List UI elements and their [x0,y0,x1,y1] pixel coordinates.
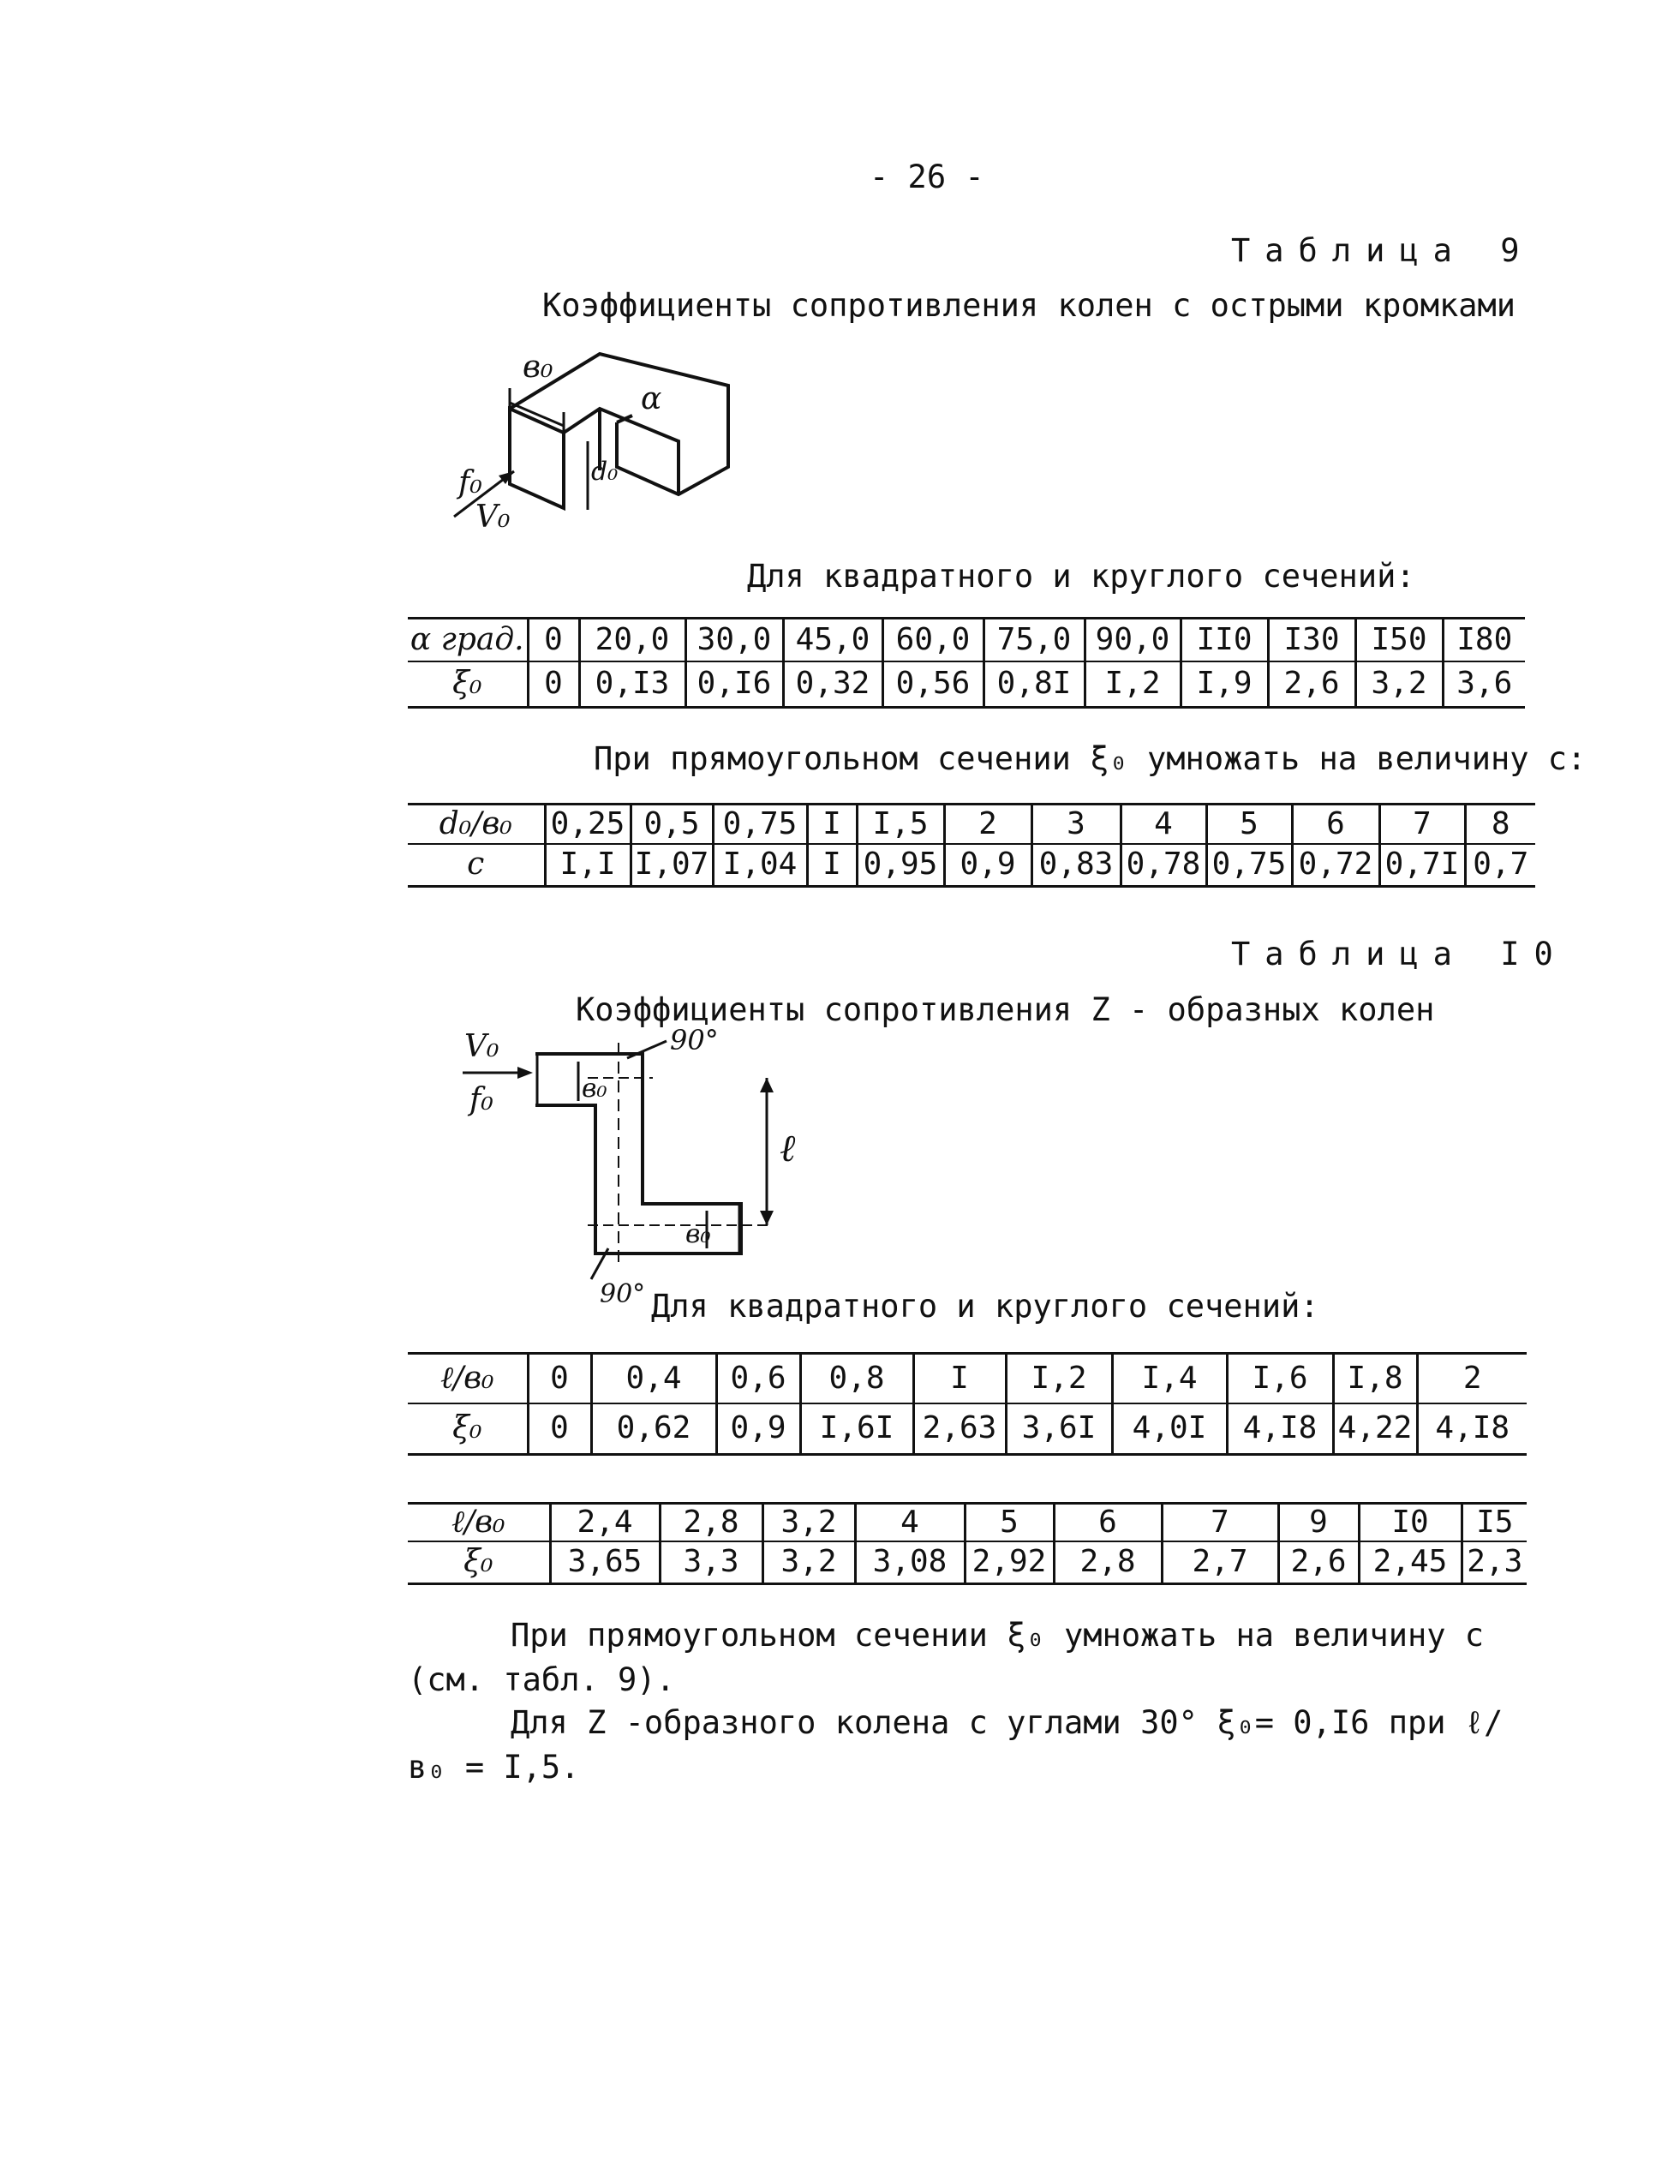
ratio-cell: 4 [1121,805,1206,844]
table-a-ratio-cell: 2 [1417,1354,1527,1403]
table-b-coefficient-cell: 2,45 [1359,1541,1462,1584]
table-10-section-note: Для квадратного и круглого сечений: [651,1288,1319,1325]
angle-cell: 30,0 [685,619,783,661]
ratio-cell: 0,75 [713,805,807,844]
figure2-label-angle-top: 90° [670,1024,719,1056]
angle-row [408,619,1525,661]
table-a-coefficient-row [408,1403,1527,1455]
table-a-ratio-cell: 0,6 [716,1354,800,1403]
table-b-ratio-cell: 2,4 [550,1504,660,1541]
dim-l-arrow-bottom [760,1211,774,1225]
factor-cell: 0,72 [1292,844,1379,887]
ratio-cell: 2 [944,805,1031,844]
table-b-ratio-cell: I0 [1359,1504,1462,1541]
sharp-elbow-figure [445,338,737,544]
table-a-coefficient-cell: 4,22 [1333,1403,1417,1455]
table-a-ratio-row [408,1354,1527,1403]
angle-cell: 90,0 [1085,619,1181,661]
factor-cell: 0,9 [944,844,1031,887]
table-a-coefficient-cell: 0 [528,1403,591,1455]
table-b-ratio-header: ℓ/в₀ [408,1504,550,1541]
page-number: - 26 - [870,159,984,195]
factor-row [408,844,1535,887]
table-b-coefficient-cell: 2,3 [1462,1541,1527,1584]
factor-cell: 0,7 [1465,844,1535,887]
ratio-cell: I [807,805,857,844]
ratio-cell: 5 [1206,805,1292,844]
table-9-title: Коэффициенты сопротивления колен с острыми кромками [542,287,1516,324]
ratio-cell: I,5 [857,805,944,844]
factor-row-header: c [408,844,545,887]
ratio-cell: 6 [1292,805,1379,844]
table-9-ratio-table [408,803,1535,888]
table-a-coefficient-header: ξ₀ [408,1403,528,1455]
figure2-label-b0-top: в₀ [582,1074,607,1104]
table-b-ratio-cell: 7 [1162,1504,1278,1541]
factor-cell: I,04 [713,844,807,887]
table-9-angle-table [408,617,1525,709]
coefficient-cell: 2,6 [1268,661,1355,708]
factor-cell: I,I [545,844,631,887]
table-10-rect-note: При прямоугольном сечении ξ₀ умножать на величину с (см. табл. 9). [408,1617,1485,1698]
angle-cell: 20,0 [579,619,685,661]
table-a-ratio-cell: I,4 [1112,1354,1227,1403]
table-b-coefficient-cell: 2,8 [1054,1541,1162,1584]
coefficient-row-header: ξ₀ [408,661,528,708]
table-10-caption: Таблица I0 [1231,936,1568,972]
dim-l-arrow-top [760,1078,774,1092]
coefficient-cell: 0,I6 [685,661,783,708]
factor-cell: 0,78 [1121,844,1206,887]
z-elbow-figure [428,1024,822,1307]
figure2-label-angle-bottom: 90° [600,1279,646,1307]
angle-cell: I50 [1355,619,1443,661]
table-b-coefficient-cell: 2,7 [1162,1541,1278,1584]
table-b-ratio-cell: 2,8 [660,1504,762,1541]
table-9-caption: Таблица 9 [1231,232,1534,269]
ratio-cell: 0,5 [631,805,713,844]
table-10-title: Коэффициенты сопротивления Z - образных колен [576,991,1435,1028]
flow-arrow-head [517,1067,533,1079]
figure2-label-v0: V₀ [464,1029,499,1064]
table-a-coefficient-cell: 4,0I [1112,1403,1227,1455]
angle-row-header: α град. [408,619,528,661]
angle-cell: II0 [1181,619,1268,661]
factor-cell: 0,7I [1379,844,1465,887]
table-9-section-note: Для квадратного и круглого сечений: [747,558,1415,595]
factor-cell: I,07 [631,844,713,887]
coefficient-cell: 0,8I [983,661,1085,708]
factor-cell: 0,95 [857,844,944,887]
coefficient-row [408,661,1525,708]
table-b-coefficient-cell: 3,2 [762,1541,855,1584]
table-b-ratio-cell: 5 [965,1504,1054,1541]
figure1-label-b0: в₀ [523,350,553,385]
table-a-coefficient-cell: 4,I8 [1227,1403,1333,1455]
ratio-cell: 7 [1379,805,1465,844]
angle-cell: I80 [1443,619,1525,661]
table-b-ratio-cell: 6 [1054,1504,1162,1541]
coefficient-cell: 0,56 [882,661,983,708]
angle-cell: 60,0 [882,619,983,661]
figure1-label-f0: f₀ [458,465,482,500]
table-a-coefficient-cell: 0,62 [591,1403,716,1455]
table-b-coefficient-cell: 2,92 [965,1541,1054,1584]
figure2-label-f0: f₀ [469,1082,493,1117]
table-b-ratio-cell: 3,2 [762,1504,855,1541]
coefficient-cell: 3,6 [1443,661,1525,708]
ratio-row [408,805,1535,844]
coefficient-cell: I,2 [1085,661,1181,708]
table-10-z30-note: Для Z -образного колена с углами 30° ξ₀= 0,I6 при ℓ/в₀ = I,5. [408,1704,1504,1786]
table-a-ratio-cell: I,2 [1006,1354,1112,1403]
angle-top-leader [627,1041,667,1058]
table-b-coefficient-cell: 2,6 [1278,1541,1359,1584]
table-a-ratio-cell: 0,8 [800,1354,913,1403]
factor-cell: I [807,844,857,887]
ratio-cell: 0,25 [545,805,631,844]
ratio-row-header: d₀/в₀ [408,805,545,844]
coefficient-cell: I,9 [1181,661,1268,708]
table-b-ratio-cell: 9 [1278,1504,1359,1541]
table-b-coefficient-header: ξ₀ [408,1541,550,1584]
angle-cell: I30 [1268,619,1355,661]
table-10-table-a [408,1352,1527,1456]
table-a-coefficient-cell: 3,6I [1006,1403,1112,1455]
table-b-ratio-cell: I5 [1462,1504,1527,1541]
table-a-ratio-cell: 0 [528,1354,591,1403]
factor-cell: 0,83 [1031,844,1121,887]
table-a-coefficient-cell: 2,63 [913,1403,1006,1455]
table-a-ratio-cell: I,6 [1227,1354,1333,1403]
table-b-ratio-cell: 4 [855,1504,965,1541]
table-10-table-b [408,1502,1527,1585]
angle-cell: 0 [528,619,579,661]
table-b-coefficient-cell: 3,65 [550,1541,660,1584]
table-a-ratio-cell: I,8 [1333,1354,1417,1403]
figure1-label-alpha: α [641,381,662,416]
ratio-cell: 3 [1031,805,1121,844]
factor-cell: 0,75 [1206,844,1292,887]
coefficient-cell: 3,2 [1355,661,1443,708]
coefficient-cell: 0,32 [783,661,882,708]
table-a-coefficient-cell: 4,I8 [1417,1403,1527,1455]
ratio-cell: 8 [1465,805,1535,844]
table-a-ratio-cell: I [913,1354,1006,1403]
table-b-coefficient-cell: 3,08 [855,1541,965,1584]
table-a-ratio-header: ℓ/в₀ [408,1354,528,1403]
angle-cell: 45,0 [783,619,882,661]
table-b-ratio-row [408,1504,1527,1541]
angle-cell: 75,0 [983,619,1085,661]
coefficient-cell: 0 [528,661,579,708]
figure2-label-b0-bottom: в₀ [685,1219,711,1249]
figure1-label-d0: d₀ [591,457,619,487]
table-a-ratio-cell: 0,4 [591,1354,716,1403]
table-a-coefficient-cell: I,6I [800,1403,913,1455]
coefficient-cell: 0,I3 [579,661,685,708]
figure2-label-l: ℓ [780,1127,796,1170]
figure1-label-v0: V₀ [475,500,511,535]
table-9-rect-note: При прямоугольном сечении ξ₀ умножать на величину с: [594,740,1587,777]
table-a-coefficient-cell: 0,9 [716,1403,800,1455]
table-b-coefficient-row [408,1541,1527,1584]
table-b-coefficient-cell: 3,3 [660,1541,762,1584]
